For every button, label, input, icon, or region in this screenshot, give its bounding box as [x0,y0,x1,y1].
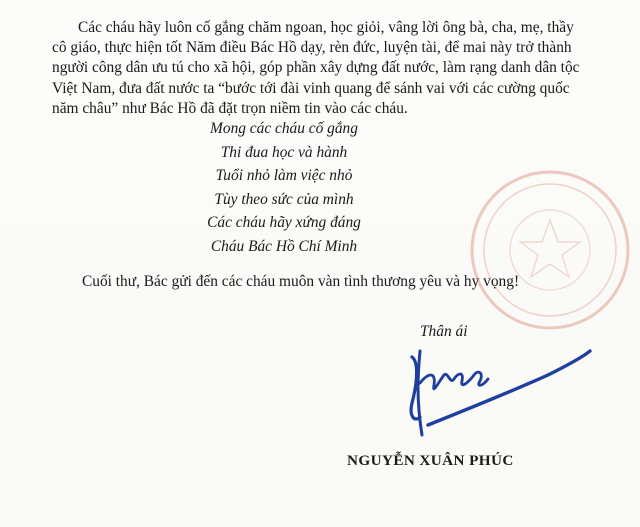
paragraph-line: cô giáo, thực hiện tốt Năm điều Bác Hồ dạy, rèn đức, luyện tài, để mai này trở thành [52,39,572,57]
poem-stanza [0,117,640,259]
poem-line: Tuổi nhỏ làm việc nhỏ [215,167,353,185]
paragraph-line: người công dân ưu tú cho xã hội, góp phần xây dựng đất nước, làm rạng danh dân tộc [52,59,580,77]
poem-line: Cháu Bác Hồ Chí Minh [210,237,358,255]
paragraph-line: Các cháu hãy luôn cố gắng chăm ngoan, học giỏi, vâng lời ông bà, cha, mẹ, thầy [78,19,574,36]
greeting-text: Thân ái [420,323,468,340]
poem-line: Mong các cháu cố gắng [210,120,358,137]
handwritten-signature [398,343,598,448]
poem-line: Thi đua học và hành [220,143,348,161]
closing-sentence: Cuối thư, Bác gửi đến các cháu muôn vàn tình thương yêu và hy vọng! [82,273,520,290]
poem-line: Các cháu hãy xứng đáng [207,214,361,232]
paragraph-line: Việt Nam, đưa đất nước ta “bước tới đài vinh quang để sánh vai với các cường quốc [52,79,570,97]
signer-name: NGUYỄN XUÂN PHÚC [347,452,514,469]
main-paragraph [52,18,612,119]
poem-line: Tùy theo sức của mình [214,190,354,208]
paragraph-line: năm châu” như Bác Hồ đã đặt trọn niềm tin vào các cháu. [52,99,408,117]
